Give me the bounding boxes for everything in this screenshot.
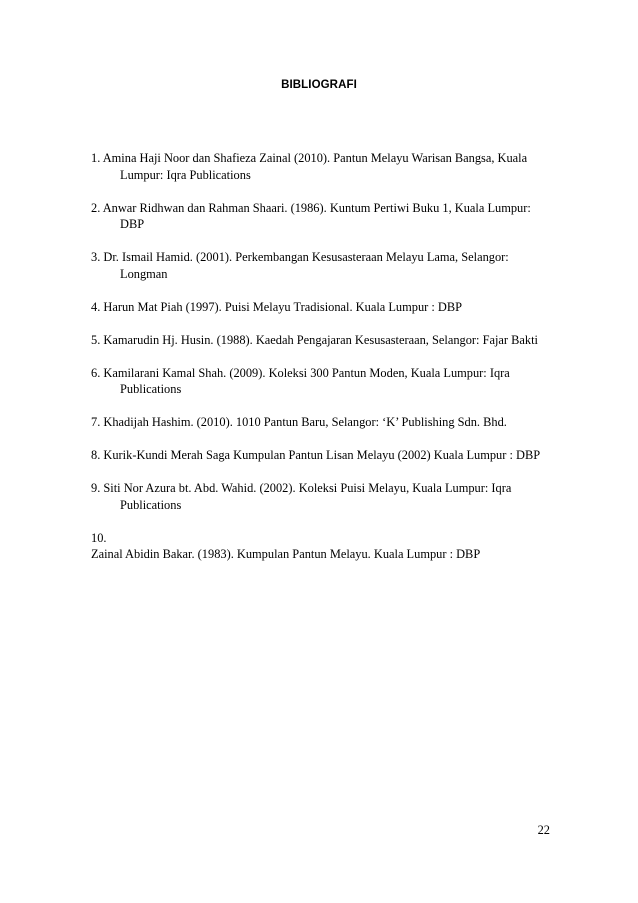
entry-number: 4. (91, 299, 101, 314)
entry-number: 10. (91, 530, 107, 545)
entry-number: 5. (91, 332, 101, 347)
entry-text: Siti Nor Azura bt. Abd. Wahid. (2002). Koleksi Puisi Melayu, Kuala Lumpur: Iqra Publications (103, 481, 512, 512)
entry-text: Anwar Ridhwan dan Rahman Shaari. (1986). Kuntum Pertiwi Buku 1, Kuala Lumpur: DBP (102, 200, 531, 231)
entry-text: Kamilarani Kamal Shah. (2009). Koleksi 300 Pantun Moden, Kuala Lumpur: Iqra Publications (103, 365, 510, 396)
entry-text: Dr. Ismail Hamid. (2001). Perkembangan Kesusasteraan Melayu Lama, Selangor: Longman (103, 250, 509, 281)
entry-number: 6. (91, 365, 101, 380)
entry-number: 9. (91, 481, 101, 495)
entry-number: 8. (91, 448, 101, 462)
entry-text: Kurik-Kundi Merah Saga Kumpulan Pantun Lisan Melayu (2002) Kuala Lumpur : DBP (103, 448, 541, 462)
bibliography-entry (91, 249, 551, 282)
page-title: BIBLIOGRAFI (281, 79, 357, 91)
entry-text: Zainal Abidin Bakar. (1983). Kumpulan Pantun Melayu. Kuala Lumpur : DBP (91, 547, 481, 561)
page-number: 22 (537, 823, 550, 837)
entry-number: 2. (91, 200, 101, 215)
entry-number: 1. (91, 151, 101, 165)
entry-text: Amina Haji Noor dan Shafieza Zainal (2010). Pantun Melayu Warisan Bangsa, Kuala Lumpur: Iqra Publications (102, 151, 528, 182)
bibliography-entry (91, 332, 551, 349)
bibliography-entry (91, 365, 551, 398)
entry-number: 3. (91, 250, 101, 264)
entry-text: Kamarudin Hj. Husin. (1988). Kaedah Pengajaran Kesusasteraan, Selangor: Fajar Bakti (103, 332, 538, 347)
bibliography-entry (91, 530, 551, 563)
entry-text: Khadijah Hashim. (2010). 1010 Pantun Baru, Selangor: ‘K’ Publishing Sdn. Bhd. (103, 415, 507, 429)
bibliography-entry (91, 200, 551, 233)
bibliography-entry (91, 447, 551, 464)
entry-text: Harun Mat Piah (1997). Puisi Melayu Tradisional. Kuala Lumpur : DBP (103, 299, 463, 314)
bibliography-entry (91, 480, 551, 513)
bibliography-entry (91, 299, 551, 316)
entry-number: 7. (91, 415, 101, 429)
bibliography-entry (91, 150, 551, 183)
bibliography-list (91, 150, 551, 579)
bibliography-entry (91, 414, 551, 431)
